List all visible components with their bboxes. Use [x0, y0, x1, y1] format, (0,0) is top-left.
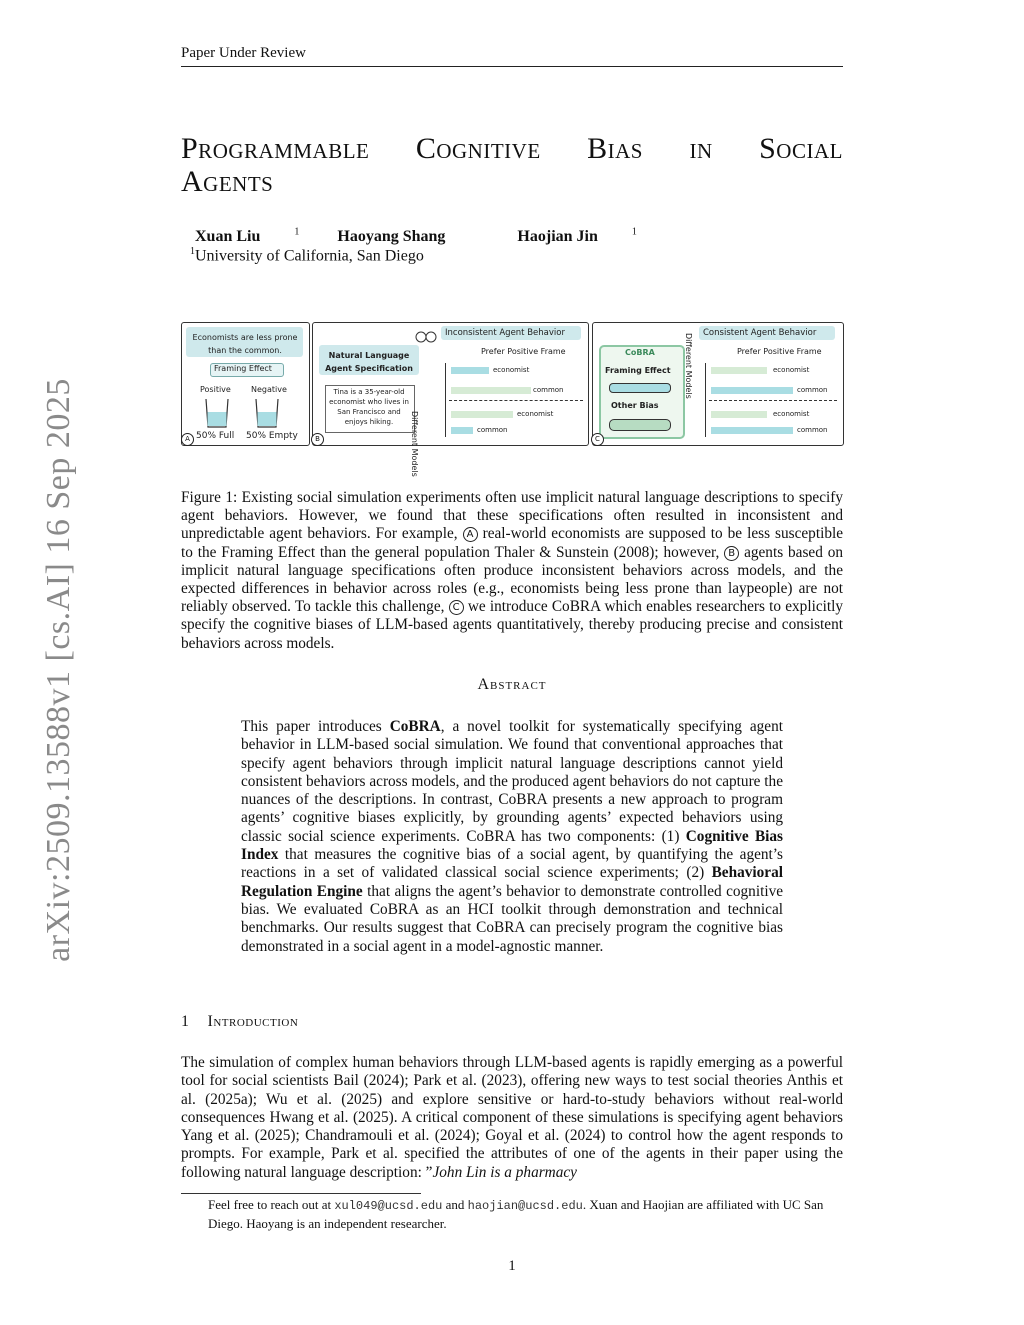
c-vertical-label: Different Models	[684, 333, 693, 399]
marker-a: A	[181, 433, 194, 446]
framing-slider	[609, 383, 671, 393]
caption-marker-c: C	[449, 600, 464, 615]
b-label: economist	[493, 366, 530, 374]
panel-c	[592, 322, 844, 446]
author: Haoyang Shang	[337, 228, 446, 246]
arxiv-stamp-text: arXiv:2509.13588v1 [cs.AI] 16 Sep 2025	[40, 378, 77, 962]
negative-label: Negative	[251, 385, 287, 394]
cobra-logo: CoBRA	[625, 348, 655, 357]
c-chart-sub: Prefer Positive Frame	[737, 347, 822, 356]
arxiv-stamp	[34, 380, 84, 960]
figure-1	[181, 322, 843, 477]
b-label: economist	[517, 410, 554, 418]
email-link[interactable]: haojian@ucsd.edu	[467, 1199, 583, 1213]
slider1-label: Framing Effect	[605, 366, 671, 375]
robot-icon	[413, 325, 439, 345]
c-divider	[709, 400, 837, 401]
c-label: common	[797, 426, 828, 434]
header-rule	[181, 66, 843, 67]
abstract-body: This paper introduces CoBRA, a novel toolkit for systematically specifying agent behavior in LLM-based social simulation. We found that conventional approaches that specify agent behaviors through implicit natural language descriptions cannot yield consistent behaviors across models, and the produced agent behaviors do not capture the nuances of the descriptions. In contrast, CoBRA presents a new approach to program agents’ cognitive biases explicitly, by grounding agents’ expected behaviors using classic social science experiments. CoBRA has two components: (1) Cognitive Bias Index that measures the cognitive bias of a social agent, by quantifying the agent’s reactions in a set of validated classical social science experiments; (2) Behavioral Regulation Engine that aligns the agent’s behavior to demonstrate controlled cognitive bias. We evaluated CoBRA as an HCI toolkit through demonstration and technical benchmarks. Our results suggest that CoBRA can precisely program the cognitive bias demonstrated in a social agent in a model-agnostic manner.	[241, 718, 784, 955]
b-chart-sub: Prefer Positive Frame	[481, 347, 566, 356]
marker-b: B	[311, 433, 324, 446]
b-bar-common-1	[451, 387, 531, 394]
panel-a	[181, 322, 310, 446]
b-chart-title: Inconsistent Agent Behavior	[445, 328, 565, 338]
title-word: in	[689, 132, 713, 165]
b-bar-economist-2	[451, 411, 513, 418]
spec-title: Natural Language Agent Specification	[325, 351, 413, 373]
title-word: Programmable	[181, 132, 370, 165]
b-label: common	[533, 386, 564, 394]
c-bar-economist-1	[711, 367, 767, 374]
c-label: common	[797, 386, 828, 394]
b-divider	[449, 400, 583, 401]
panel-a-header: Economists are less prone than the common.	[192, 333, 298, 355]
abstract-heading: Abstract	[477, 676, 547, 693]
framing-tag-label: Framing Effect	[214, 364, 272, 373]
title-word: Cognitive	[415, 132, 541, 165]
b-bar-economist-1	[451, 367, 489, 374]
running-header: Paper Under Review	[181, 45, 306, 61]
c-label: economist	[773, 410, 810, 418]
slider2-label: Other Bias	[611, 401, 659, 410]
figure-caption: Figure 1: Existing social simulation experiments often use implicit natural language descriptions to specify agent behaviors. However, we found that these specifications often resulted in inconsistent and unpredictable agent behaviors. For example, A real-world economists are supposed to be less susceptible to the Framing Effect than the general population Thaler & Sunstein (2008); however, B agents based on implicit natural language specifications often produce inconsistent behaviors across models, and the expected differences in behavior across roles (e.g., economists being less prone than laypeople) are not reliably observed. To tackle this challenge, C we introduce CoBRA which enables researchers to explicitly specify the cognitive biases of LLM-based agents quantitatively, thereby producing precise and consistent behaviors across models.	[181, 489, 844, 652]
positive-label: Positive	[200, 385, 231, 394]
caption-marker-b: B	[724, 546, 739, 561]
caption-marker-a: A	[463, 527, 478, 542]
b-bar-common-2	[451, 427, 473, 434]
panel-b	[312, 322, 589, 477]
c-bar-common-1	[711, 387, 793, 394]
c-bar-economist-2	[711, 411, 767, 418]
empty-caption: 50% Empty	[246, 431, 298, 441]
title-word: Bias	[587, 132, 643, 165]
section-heading: 1 Introduction	[181, 1013, 299, 1030]
b-vertical-label: Different Models	[410, 411, 419, 477]
page-number: 1	[508, 1258, 516, 1274]
footnote-rule	[181, 1193, 421, 1194]
full-caption: 50% Full	[196, 431, 235, 441]
author: Haojian Jin $^1$	[517, 227, 637, 246]
b-label: common	[477, 426, 508, 434]
author-list	[195, 227, 671, 246]
affiliation: $^1$University of California, San Diego	[190, 246, 424, 265]
c-bar-common-2	[711, 427, 793, 434]
spec-text: Tina is a 35-year-old economist who lives in San Francisco and enjoys hiking.	[329, 388, 409, 426]
author: Xuan Liu $^1$	[195, 227, 300, 246]
other-bias-slider	[609, 419, 671, 431]
marker-c: C	[591, 433, 604, 446]
intro-paragraph: The simulation of complex human behaviors through LLM-based agents is rapidly emerging as a powerful tool for social scientists Bail (2024); Park et al. (2023), offering new ways to test social theories Anthis et al. (2025a); Wu et al. (2025) and explore sensitive or hard-to-study behaviors without real-world consequences Hwang et al. (2025). A critical component of these simulations is specifying agent behaviors Yang et al. (2025); Chandramouli et al. (2024); Goyal et al. (2024) to control how the agent responds to prompts. For example, Park et al. specified the attributes of one of the agents in their paper using the following natural language description: ”John Lin is a pharmacy	[181, 1054, 843, 1181]
paper-title	[181, 132, 843, 198]
c-label: economist	[773, 366, 810, 374]
footnote: Feel free to reach out at xul049@ucsd.edu and haojian@ucsd.edu. Xuan and Haojian are affiliated with UC San Diego. Haoyang is an independent researcher.	[208, 1197, 824, 1231]
email-link[interactable]: xul049@ucsd.edu	[334, 1199, 443, 1213]
title-word: Agents	[181, 165, 274, 198]
c-chart-title: Consistent Agent Behavior	[703, 328, 817, 338]
title-word: Social	[759, 132, 843, 165]
water-glasses-icon	[202, 395, 292, 431]
